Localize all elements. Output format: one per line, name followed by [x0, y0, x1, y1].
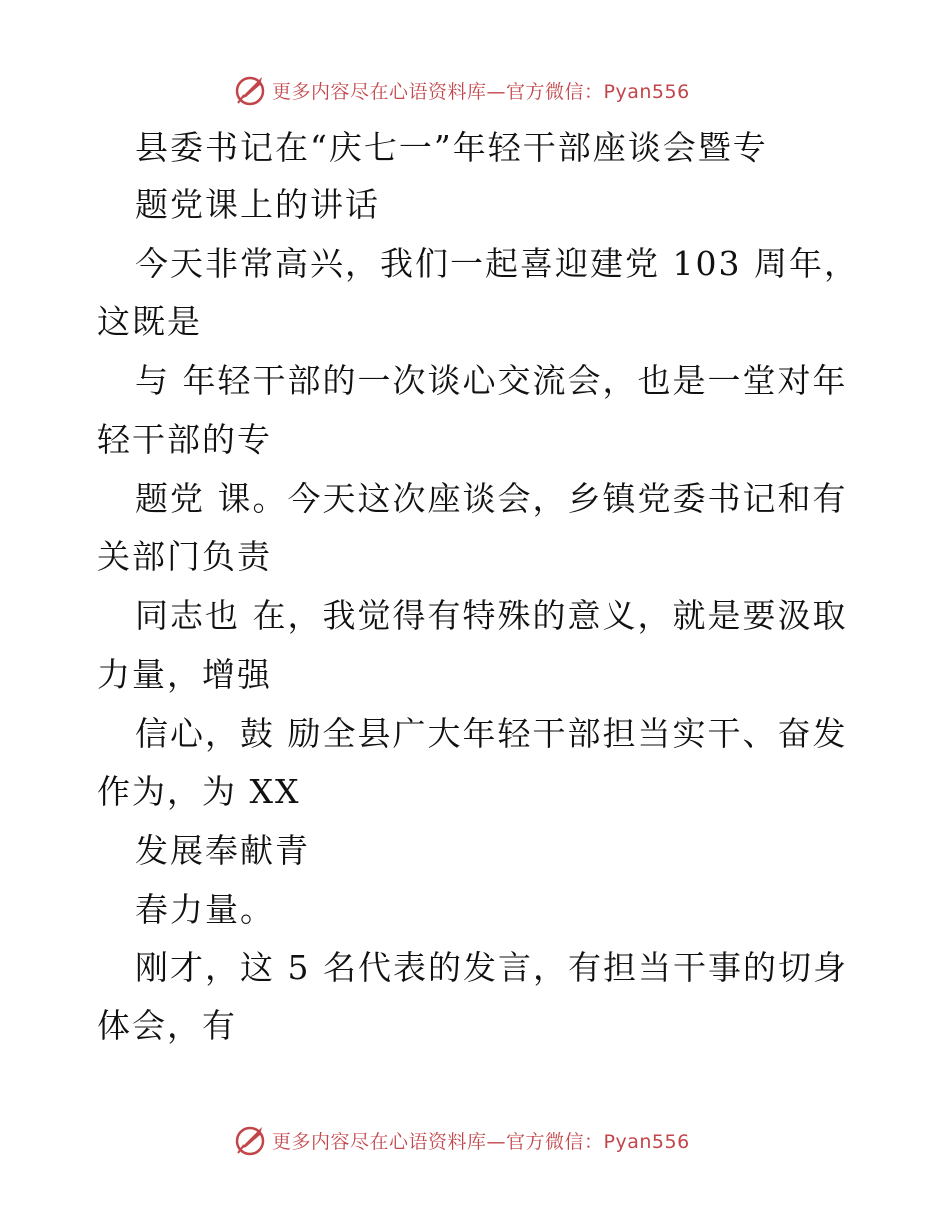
header-watermark	[234, 72, 690, 108]
quill-logo-icon	[234, 1123, 268, 1157]
paragraph-line: 作为，为 XX	[97, 772, 301, 811]
footer-watermark	[234, 1122, 690, 1158]
paragraph-line: 春力量。	[135, 890, 275, 929]
watermark-text: 更多内容尽在心语资料库—官方微信：Pyan556	[272, 80, 690, 103]
paragraph-line: 今天非常高兴，我们一起喜迎建党 103 周年，	[135, 244, 859, 283]
paragraph-line: 关部门负责	[97, 537, 272, 576]
paragraph-line: 这既是	[97, 302, 202, 341]
document-title-line-2: 题党课上的讲话	[135, 185, 380, 224]
quill-logo-icon	[234, 73, 268, 107]
paragraph-line: 刚才，这 5 名代表的发言，有担当干事的切身	[135, 948, 848, 987]
paragraph-line: 轻干部的专	[97, 420, 272, 459]
paragraph-line: 与 年轻干部的一次谈心交流会，也是一堂对年	[135, 361, 848, 400]
watermark-text: 更多内容尽在心语资料库—官方微信：Pyan556	[272, 1130, 690, 1153]
paragraph-line: 信心，鼓 励全县广大年轻干部担当实干、奋发	[135, 714, 848, 753]
paragraph-line: 同志也 在，我觉得有特殊的意义，就是要汲取	[135, 596, 848, 635]
document-title-line-1: 县委书记在“庆七一”年轻干部座谈会暨专	[135, 128, 768, 167]
paragraph-line: 题党 课。今天这次座谈会，乡镇党委书记和有	[135, 479, 848, 518]
paragraph-line: 发展奉献青	[135, 831, 310, 870]
paragraph-line: 力量，增强	[97, 655, 272, 694]
paragraph-line: 体会，有	[97, 1006, 237, 1045]
